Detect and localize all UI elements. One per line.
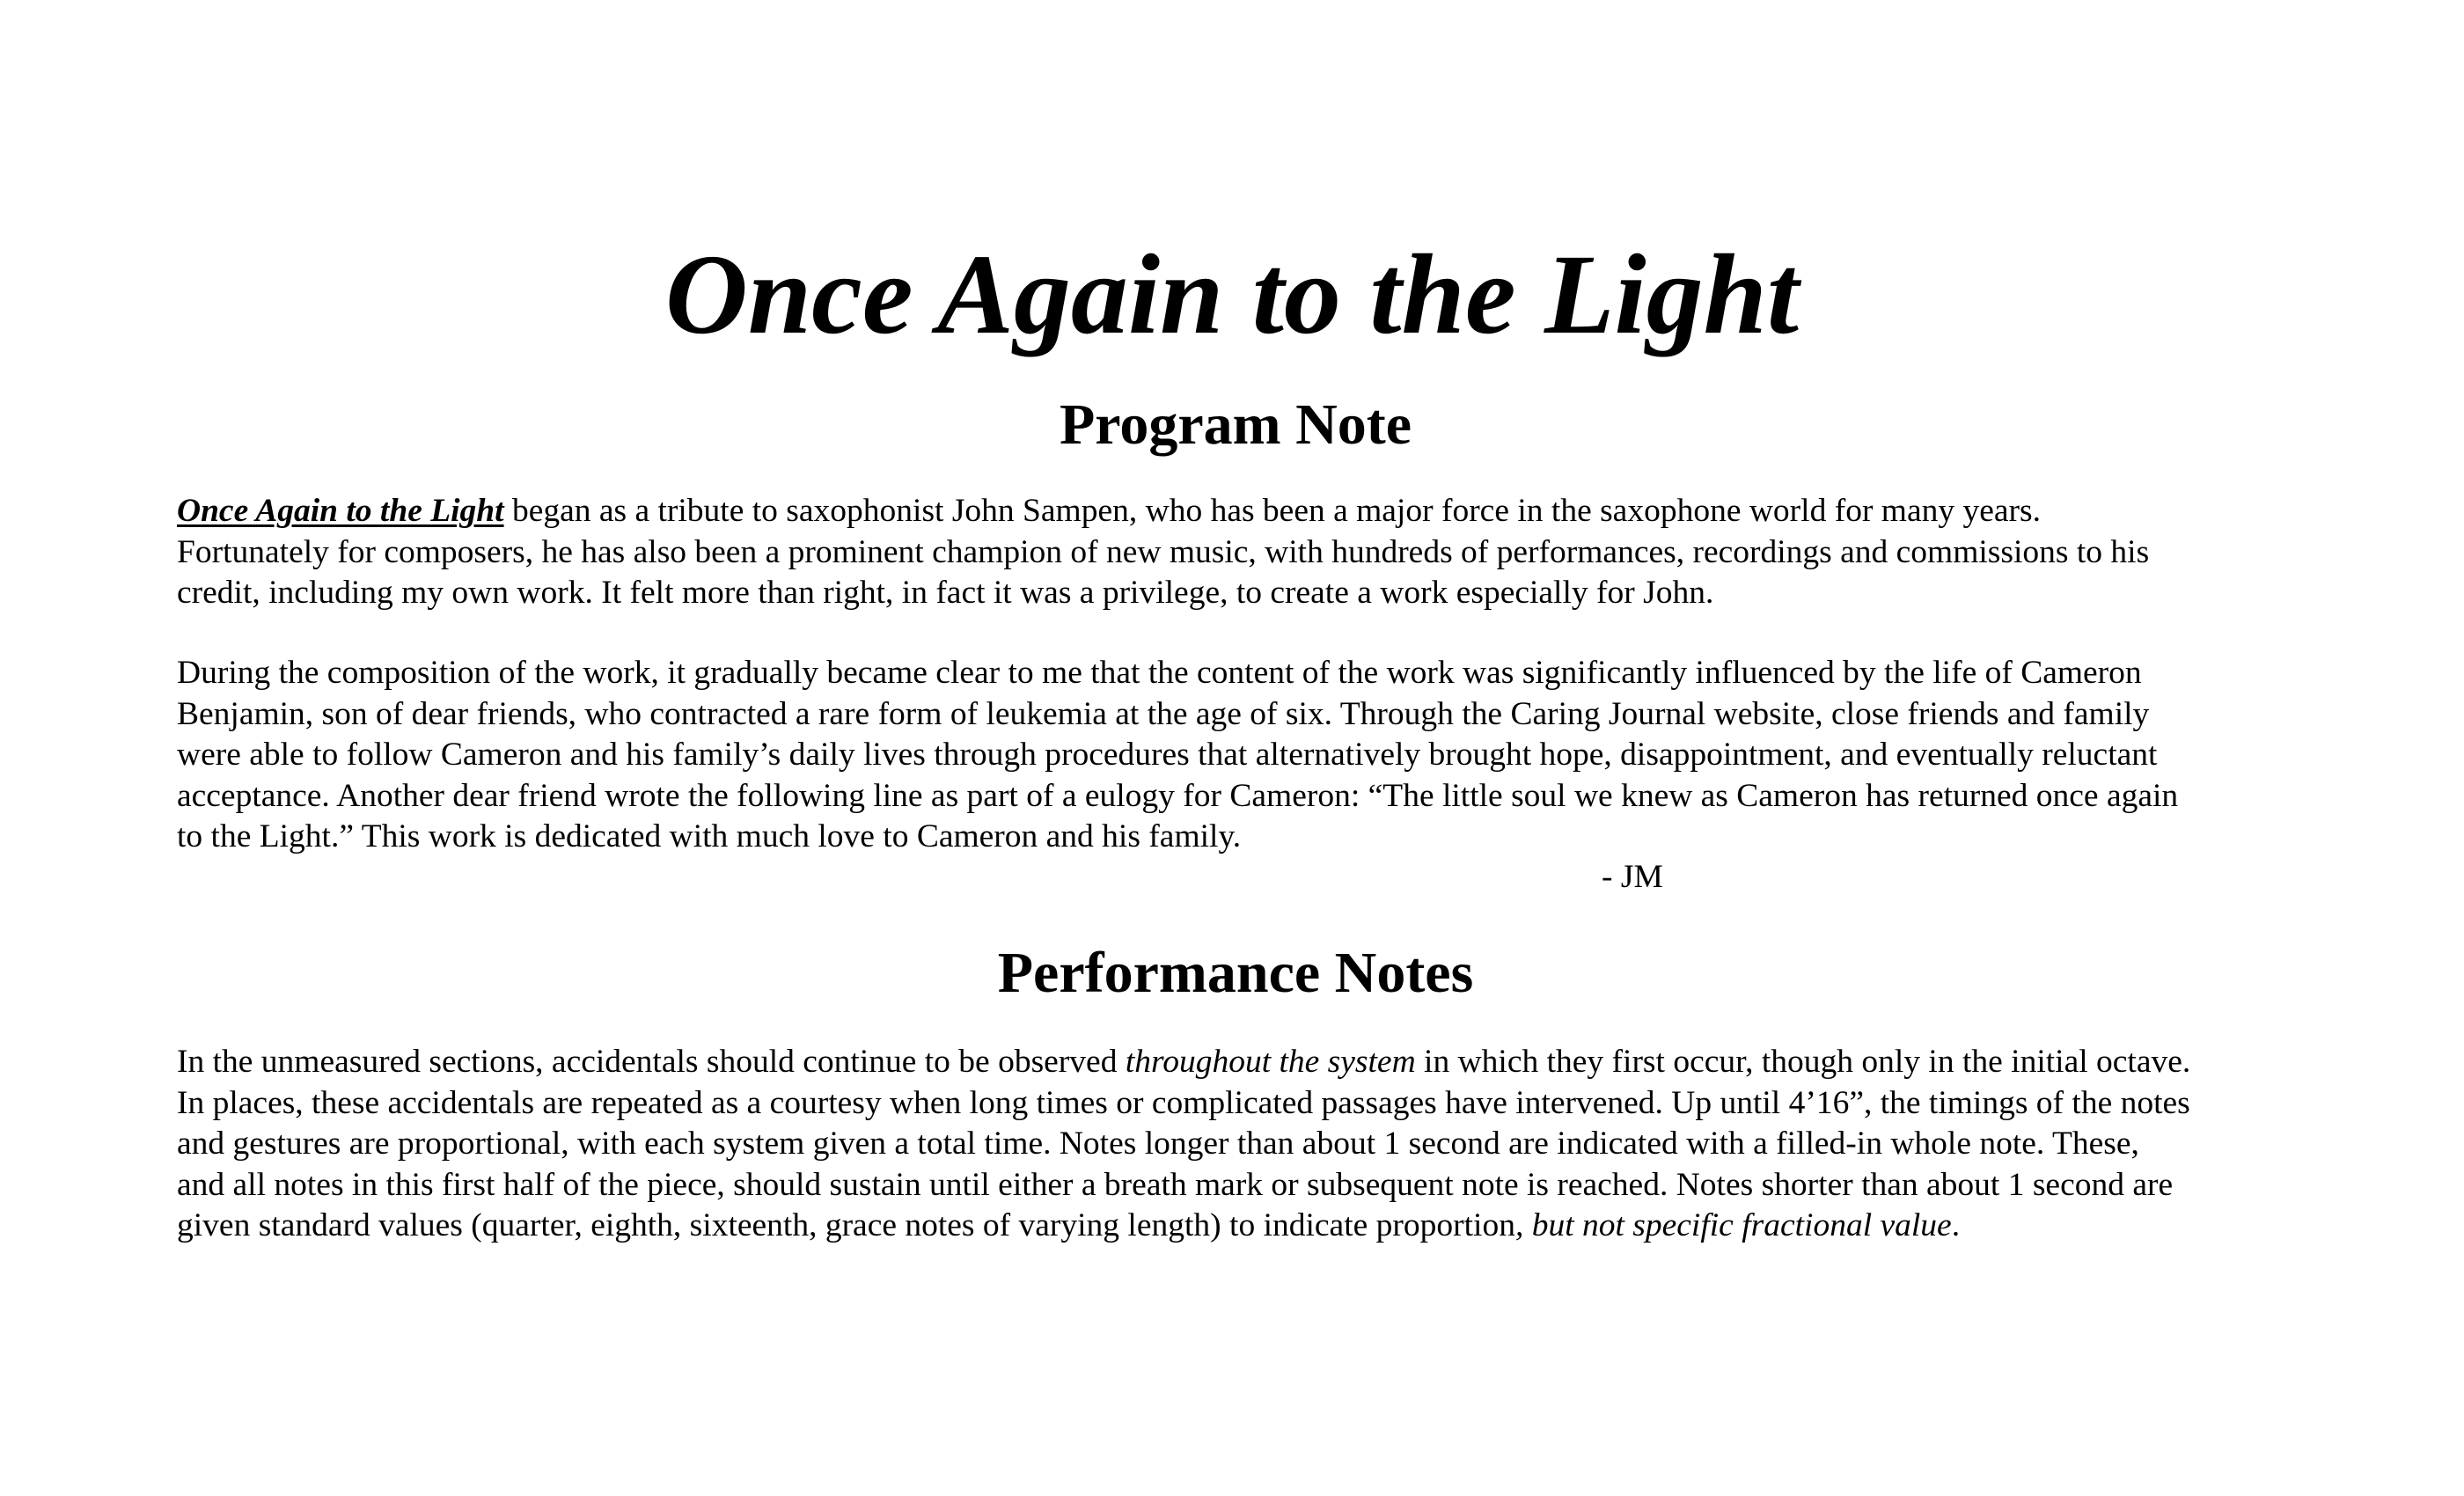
text-line: Benjamin, son of dear friends, who contracted a rare form of leukemia at the age of six. Through the Caring Journal website, close friends and family — [177, 695, 2150, 732]
document-title: Once Again to the Light — [664, 231, 1800, 358]
text-line: Fortunately for composers, he has also been a prominent champion of new music, with hundreds of performances, recordings and commissions to his — [177, 533, 2150, 570]
author-signature: - JM — [1602, 859, 1663, 895]
text-line: During the composition of the work, it gradually became clear to me that the content of the work was significantly influenced by the life of Cameron — [177, 655, 2142, 691]
text-line: credit, including my own work. It felt more than right, in fact it was a privilege, to create a work especially for John. — [177, 575, 1714, 611]
emphasis-text: , but not specific fractional value — [1514, 1207, 1952, 1243]
emphasis-text: throughout the system — [1125, 1044, 1416, 1080]
text-line: and gestures are proportional, with each system given a total time. Notes longer than about 1 second are indicated with a filled-in whole note. These, — [177, 1126, 2139, 1162]
program-note-paragraph-1 — [177, 491, 2324, 614]
text-line: were able to follow Cameron and his family’s daily lives through procedures that alternatively brought hope, disappointment, and eventually reluctant — [177, 737, 2158, 773]
text-line: and all notes in this first half of the piece, should sustain until either a breath mark or subsequent note is reached. Notes shorter than about 1 second are — [177, 1166, 2174, 1203]
performance-notes-paragraph — [177, 1042, 2324, 1247]
text-span: In the unmeasured sections, accidentals should continue to be observed — [177, 1044, 1126, 1080]
text-line — [177, 1206, 2324, 1247]
work-title-reference: Once Again to the Light — [177, 493, 504, 529]
text-span: given standard values (quarter, eighth, sixteenth, grace notes of varying length) to indicate proportion — [177, 1207, 1515, 1243]
text-line: In places, these accidentals are repeated as a courtesy when long times or complicated passages have intervened. Up until 4’16”, the timings of the notes — [177, 1084, 2190, 1121]
text-span: began as a tribute to saxophonist John Sampen, who has been a major force in the saxophone world for many years. — [503, 493, 2041, 529]
text-span: . — [1951, 1207, 1961, 1243]
text-line — [177, 491, 2324, 532]
text-line: to the Light.” This work is dedicated with much love to Cameron and his family. — [177, 818, 1242, 854]
text-span: in which they first occur, though only in the initial octave. — [1415, 1044, 2191, 1080]
performance-notes-heading: Performance Notes — [997, 941, 1474, 1005]
text-line — [177, 1042, 2324, 1083]
program-note-heading: Program Note — [1059, 392, 1412, 457]
text-line: acceptance. Another dear friend wrote the following line as part of a eulogy for Cameron: “The little soul we knew as Cameron has returned once again — [177, 777, 2179, 814]
program-note-paragraph-2 — [177, 653, 2324, 858]
